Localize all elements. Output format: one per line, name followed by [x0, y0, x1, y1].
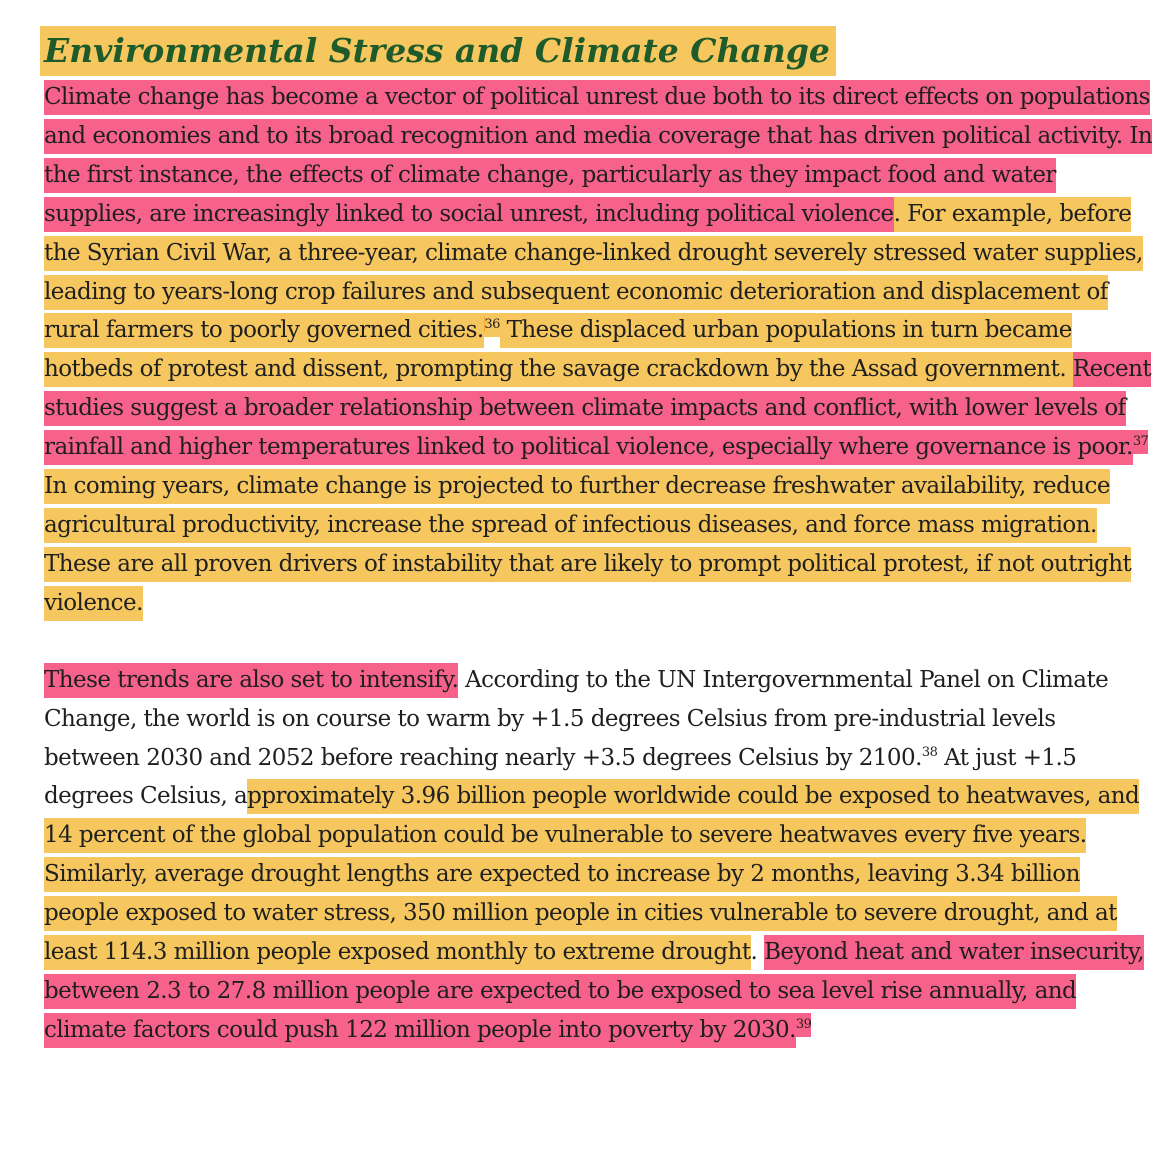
footnote-39: 39 — [796, 1013, 811, 1037]
highlight-pink-4: Beyond heat and water insecurity, between 2.3 to 27.8 million people are expected to be exposed to sea level rise annually, and climate factors could push 122 million people into poverty by 2030. — [44, 935, 1144, 1048]
highlight-yellow-4: pproximately 3.96 billion people worldwide could be exposed to heatwaves, and 14 percent of the global population could be vulnerable to severe heatwaves every five years. Similarly, average drought lengths are expected to increase by 2 months, leaving 3.34 billion people exposed to water stress, 350 million people in cities vulnerable to severe drought, and at least 114.3 million people exposed monthly to extreme drought — [44, 779, 1139, 970]
footnote-36-number: 36 — [484, 317, 500, 333]
paragraph-climate-unrest — [44, 78, 1154, 623]
unhighlighted-text-2: At just +1.5 degrees Celsius, a — [44, 744, 1077, 810]
document-page — [44, 26, 1154, 1050]
highlight-yellow-3: In coming years, climate change is projected to further decrease freshwater availability, reduce agricultural productivity, increase the spread of infectious diseases, and force mass migration. These are all proven drivers of instability that are likely to prompt political protest, if not outright violence. — [44, 469, 1131, 621]
unhighlighted-text-1: According to the UN Intergovernmental Panel on Climate Change, the world is on course to warm by +1.5 degrees Celsius from pre-industrial levels between 2030 and 2052 before reaching nearly +3.5 degrees Celsius by 2100. — [44, 666, 1109, 771]
section-heading: Environmental Stress and Climate Change — [40, 26, 836, 76]
highlight-yellow-1: . For example, before the Syrian Civil War, a three-year, climate change-linked drought severely stressed water supplies, leading to years-long crop failures and subsequent economic deterioration and displacement of rural farmers to poorly governed cities. — [44, 197, 1143, 349]
footnote-37: 37 — [1133, 430, 1148, 454]
unhighlighted-text-3: . — [750, 939, 765, 966]
highlight-yellow-2: These displaced urban populations in turn became hotbeds of protest and dissent, prompting the savage crackdown by the Assad government. — [44, 313, 1073, 387]
highlight-pink-2: Recent studies suggest a broader relationship between climate impacts and conflict, with lower levels of rainfall and higher temperatures linked to political violence, especially where governance is poor. — [44, 352, 1151, 465]
footnote-38: 38 — [921, 744, 938, 760]
highlight-pink-3: These trends are also set to intensify. — [44, 663, 458, 698]
footnote-36 — [484, 313, 500, 337]
paragraph-intensify — [44, 661, 1154, 1050]
highlight-pink-1: Climate change has become a vector of political unrest due both to its direct effects on populations and economies and to its broad recognition and media coverage that has driven political activity. In the first instance, the effects of climate change, particularly as they impact food and water supplies, are increasingly linked to social unrest, including political violence — [44, 80, 1152, 232]
